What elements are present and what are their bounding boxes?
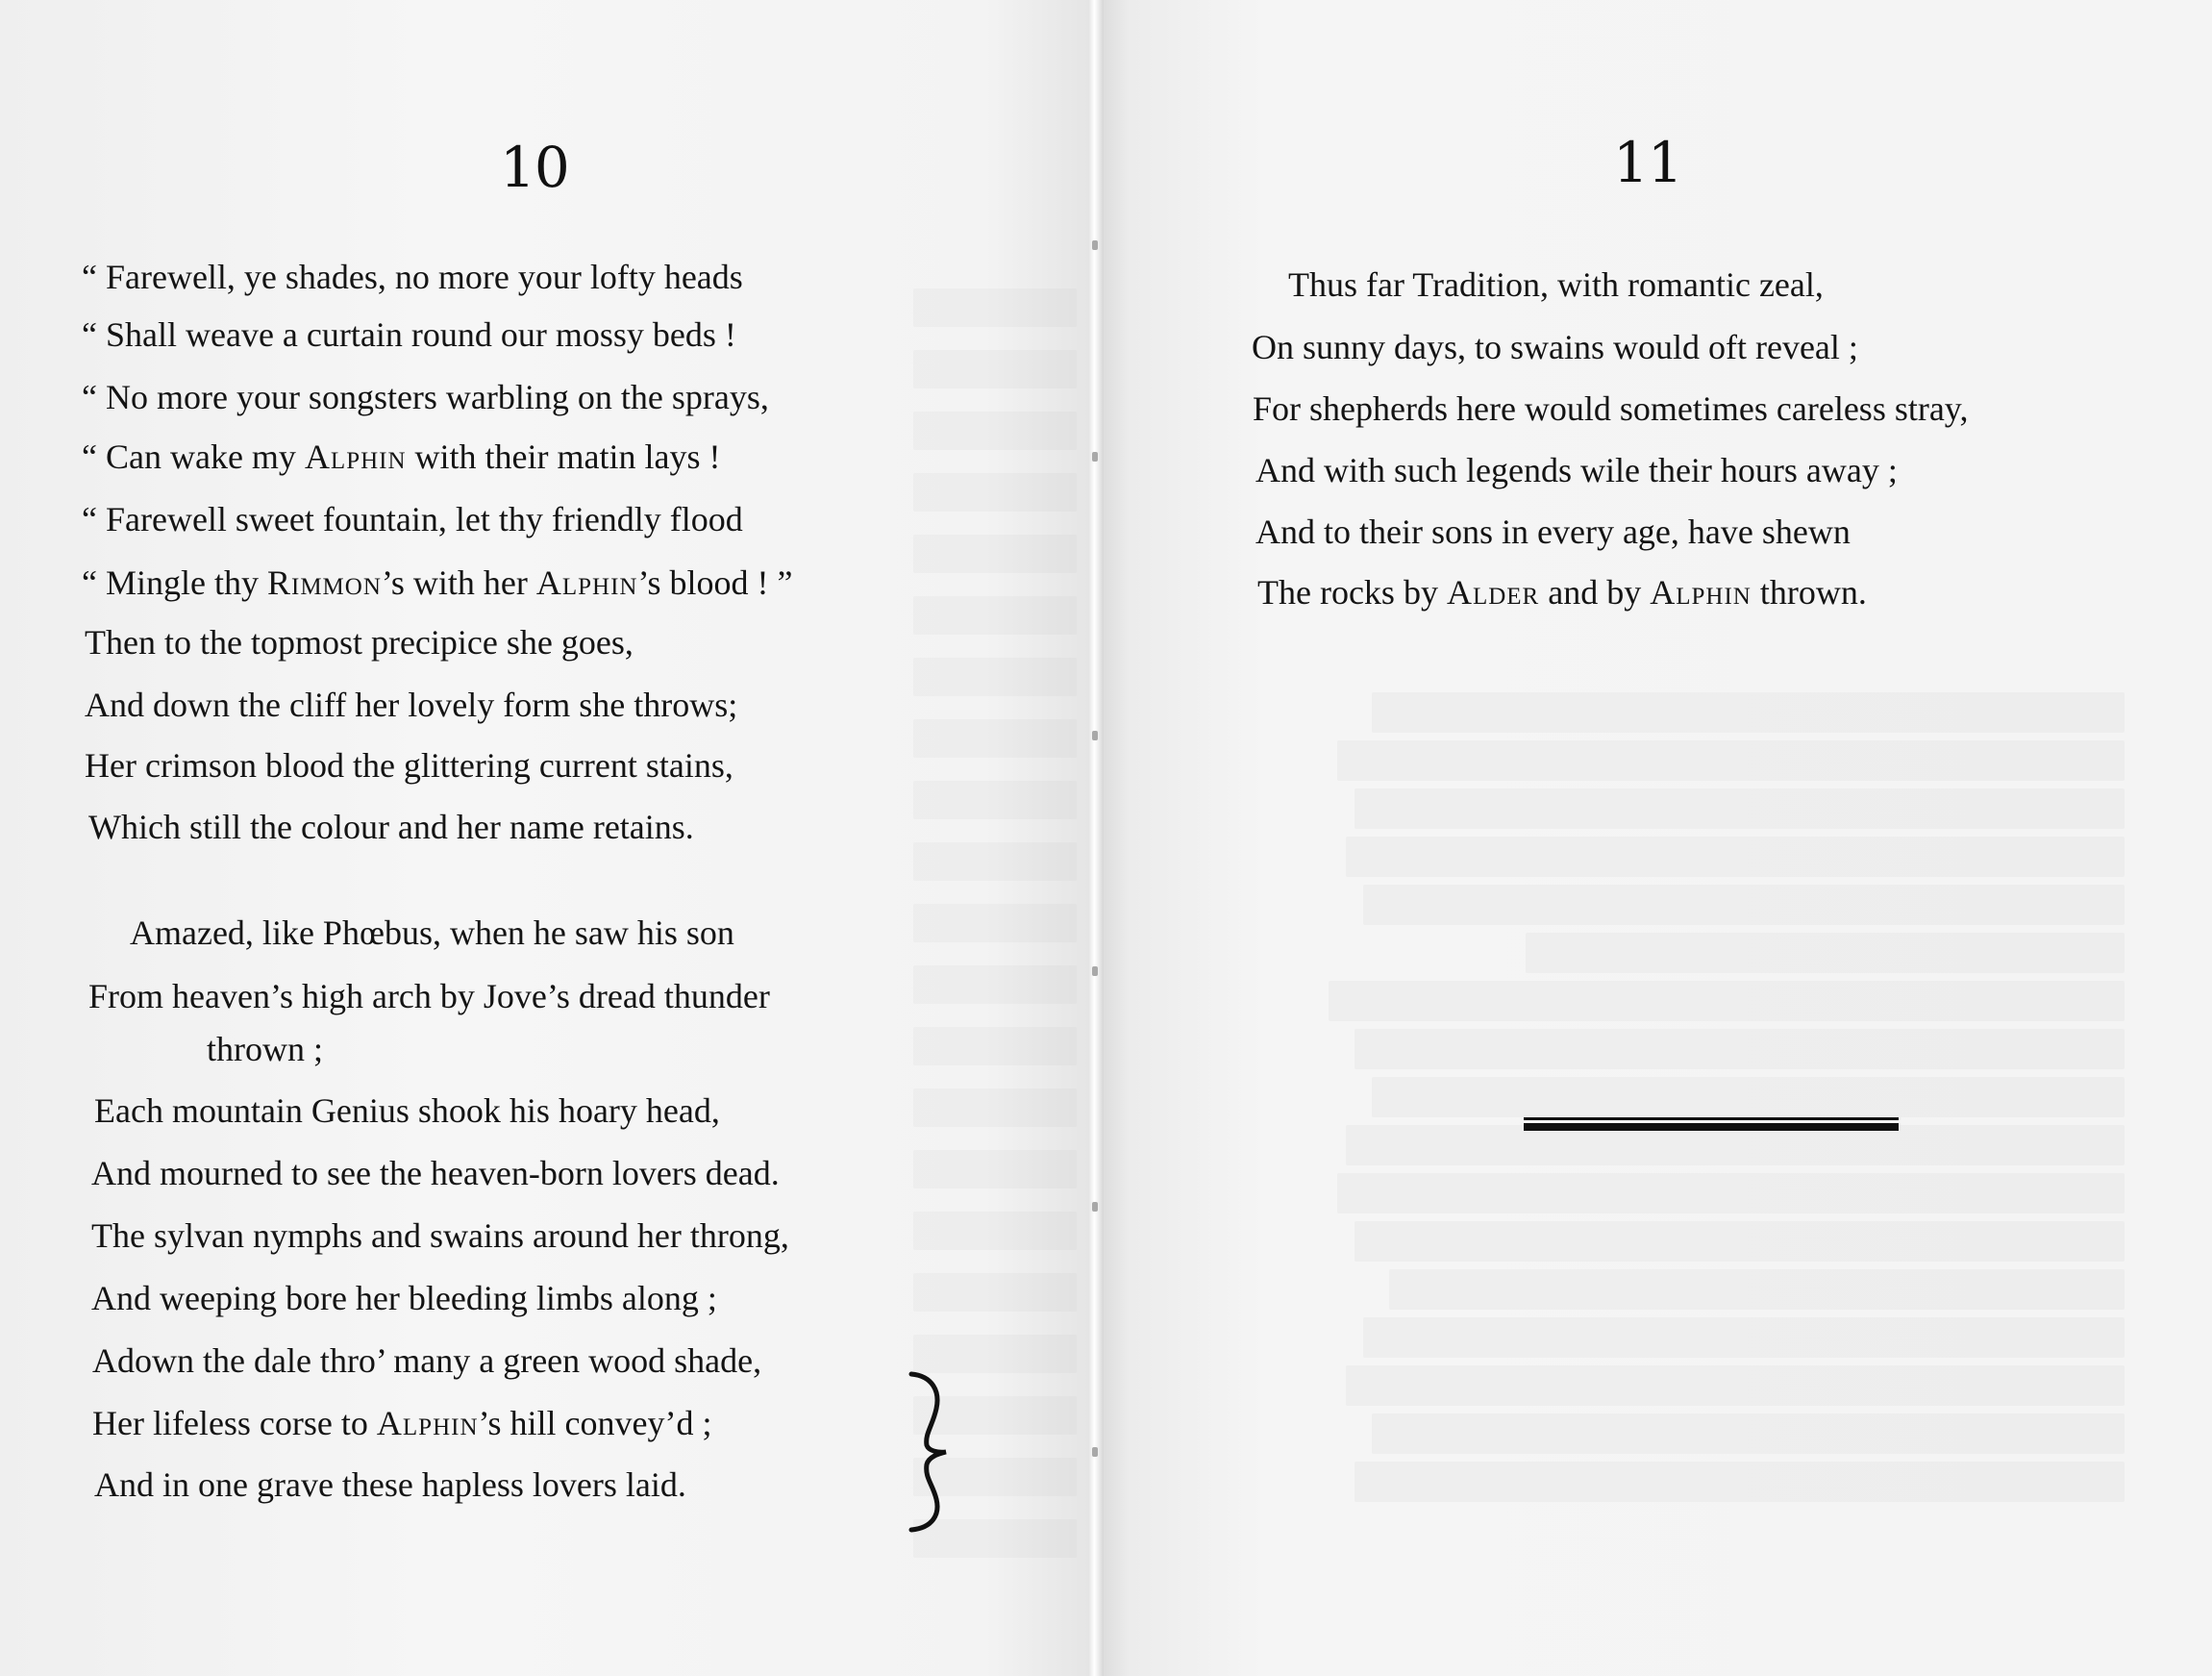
- verse-line: [94, 1467, 686, 1502]
- verse-line: [82, 317, 736, 352]
- verse-text: And to their sons in every age, have shewn: [1255, 513, 1851, 551]
- binding-stitch: [1092, 731, 1098, 740]
- proper-name: Alphin: [304, 438, 407, 476]
- verse-line: [82, 565, 792, 600]
- verse-line: [82, 380, 769, 414]
- verse-line: [91, 1218, 789, 1253]
- verse-line: [85, 625, 634, 660]
- verse-text: Each mountain Genius shook his hoary head,: [94, 1091, 720, 1130]
- verse-text: On sunny days, to swains would oft reveal ;: [1252, 328, 1858, 366]
- verse-text: and by: [1539, 573, 1651, 612]
- verse-line: [82, 260, 743, 294]
- verse-line: [91, 1281, 717, 1315]
- verse-line: [1252, 330, 1858, 364]
- verse-text: Which still the colour and her name retains.: [88, 808, 694, 846]
- verse-text: And mourned to see the heaven-born lovers dead.: [91, 1154, 780, 1192]
- verse-line: [1257, 575, 1867, 610]
- verse-text: ’s blood ! ”: [637, 563, 793, 602]
- verse-line: [1253, 391, 1968, 426]
- verse-text: ’s with her: [381, 563, 536, 602]
- verse-text: From heaven’s high arch by Jove’s dread thunder: [88, 977, 770, 1015]
- page-number-right: 11: [1613, 130, 1682, 195]
- verse-line: [85, 688, 737, 722]
- verse-text: Amazed, like Phœbus, when he saw his son: [130, 913, 734, 952]
- proper-name: Alder: [1446, 573, 1540, 612]
- binding-stitch: [1092, 1202, 1098, 1212]
- verse-line: [207, 1032, 323, 1066]
- verse-text: Her lifeless corse to: [92, 1404, 377, 1442]
- verse-line: [82, 502, 743, 537]
- verse-text: with their matin lays !: [406, 438, 721, 476]
- binding-stitch: [1092, 452, 1098, 462]
- proper-name: Alphin: [376, 1404, 479, 1442]
- verse-line: [88, 979, 770, 1013]
- verse-text: thrown ;: [207, 1030, 323, 1068]
- proper-name: Rimmon: [266, 563, 382, 602]
- verse-line: [85, 748, 733, 783]
- binding-stitch: [1092, 240, 1098, 250]
- verse-text: For shepherds here would sometimes careless stray,: [1253, 389, 1969, 428]
- verse-text: The sylvan nymphs and swains around her throng,: [91, 1216, 789, 1255]
- verse-line: [92, 1406, 711, 1440]
- verse-line: [1255, 514, 1851, 549]
- page-number-left: 10: [500, 135, 569, 200]
- proper-name: Alphin: [535, 563, 638, 602]
- verse-text: And down the cliff her lovely form she throws;: [85, 686, 738, 724]
- verse-text: And with such legends wile their hours away ;: [1255, 451, 1898, 489]
- verse-text: “ Mingle thy: [82, 563, 267, 602]
- bleed-through-right: [1269, 692, 2125, 1510]
- book-gutter: [1088, 0, 1104, 1676]
- verse-text: Thus far Tradition, with romantic zeal,: [1288, 265, 1824, 304]
- verse-text: And in one grave these hapless lovers laid.: [94, 1465, 686, 1504]
- verse-text: Then to the topmost precipice she goes,: [85, 623, 634, 662]
- verse-text: thrown.: [1751, 573, 1867, 612]
- curly-brace: [904, 1370, 961, 1534]
- verse-text: “ No more your songsters warbling on the sprays,: [82, 378, 769, 416]
- verse-text: And weeping bore her bleeding limbs along ;: [91, 1279, 717, 1317]
- verse-text: “ Farewell, ye shades, no more your lofty heads: [82, 258, 743, 296]
- verse-text: “ Farewell sweet fountain, let thy friendly flood: [82, 500, 743, 538]
- verse-line: [91, 1156, 780, 1190]
- verse-line: [1288, 267, 1824, 302]
- verse-text: “ Shall weave a curtain round our mossy beds !: [82, 315, 736, 354]
- verse-line: [1255, 453, 1898, 488]
- verse-line: [130, 915, 734, 950]
- verse-line: [94, 1093, 720, 1128]
- verse-text: ’s hill convey’d ;: [478, 1404, 712, 1442]
- verse-text: Her crimson blood the glittering current stains,: [85, 746, 733, 785]
- proper-name: Alphin: [1650, 573, 1752, 612]
- verse-text: Adown the dale thro’ many a green wood shade,: [92, 1341, 762, 1380]
- verse-line: [92, 1343, 761, 1378]
- binding-stitch: [1092, 966, 1098, 976]
- binding-stitch: [1092, 1447, 1098, 1457]
- verse-text: The rocks by: [1257, 573, 1447, 612]
- verse-line: [82, 439, 720, 474]
- ornamental-rule: [1524, 1115, 1899, 1135]
- verse-line: [88, 810, 694, 844]
- verse-text: “ Can wake my: [82, 438, 305, 476]
